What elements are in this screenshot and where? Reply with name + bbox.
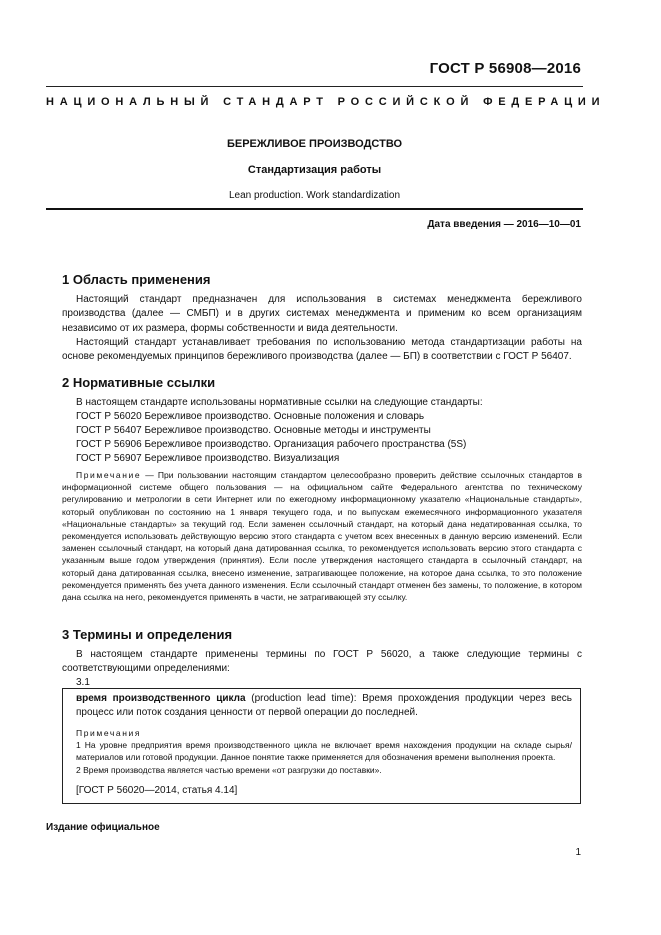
official-edition-label: Издание официальное <box>46 822 160 833</box>
section-1-paragraph-1: Настоящий стандарт предназначен для использования в системах менеджмента бережливого производства (далее — СМБП) и в других системах менеджмента и применим ко всем организациям независимо от их размера, формы собственности и вида деятельности. <box>62 294 582 334</box>
normative-reference: ГОСТ Р 56907 Бережливое производство. Визуализация <box>76 453 340 464</box>
term-note-2: 2 Время производства является частью времени «от разгрузки до поставки». <box>76 765 382 775</box>
section-3-intro: В настоящем стандарте применены термины по ГОСТ Р 56020, а также следующие термины с соответствующими определениями: <box>62 649 582 675</box>
term-note-1: 1 На уровне предприятия время производственного цикла не включает время нахождения продукции на складе сырья/материалов или готовой продукции. Данное понятие также применяется для обозначения времени выполнения проекта. <box>76 739 572 762</box>
section-2-intro: В настоящем стандарте использованы нормативные ссылки на следующие стандарты: <box>76 397 483 408</box>
title-divider <box>46 208 583 210</box>
standard-code: ГОСТ Р 56908—2016 <box>429 60 581 77</box>
section-1-heading: 1 Область применения <box>62 272 211 287</box>
document-title: БЕРЕЖЛИВОЕ ПРОИЗВОДСТВО <box>226 138 403 150</box>
section-3-heading: 3 Термины и определения <box>62 627 233 642</box>
introduction-date: Дата введения — 2016—10—01 <box>427 219 581 230</box>
normative-reference: ГОСТ Р 56407 Бережливое производство. Основные методы и инструменты <box>76 425 431 436</box>
section-1-paragraph-2: Настоящий стандарт устанавливает требования по использованию метода стандартизации работы на основе рекомендуемых принципов бережливого производства (далее — БП) в соответствии с ГОСТ Р 56407. <box>62 337 582 363</box>
top-divider <box>46 86 583 87</box>
document-subtitle: Стандартизация работы <box>247 164 382 176</box>
section-2-note <box>62 469 582 603</box>
normative-reference: ГОСТ Р 56020 Бережливое производство. Основные положения и словарь <box>76 411 425 422</box>
note-label: Примечание <box>76 470 142 480</box>
term-definition <box>76 692 572 721</box>
national-standard-banner: НАЦИОНАЛЬНЫЙ СТАНДАРТ РОССИЙСКОЙ ФЕДЕРАЦИИ <box>46 96 606 108</box>
document-title-english: Lean production. Work standardization <box>228 190 401 201</box>
page-number: 1 <box>575 847 581 858</box>
term-definition-box <box>62 688 581 804</box>
section-2-heading: 2 Нормативные ссылки <box>62 375 216 390</box>
term-number: 3.1 <box>76 677 90 688</box>
term-source: [ГОСТ Р 56020—2014, статья 4.14] <box>76 785 238 797</box>
note-text: — При пользовании настоящим стандартом целесообразно проверить действие ссылочных стандартов в информационной системе общего пользования — на официальном сайте Федерального агентства по техническому регулированию и метрологии в сети Интернет или по ежегодному информационному указателю «Национальные стандарты», который опубликован по состоянию на 1 января текущего года, и по выпускам ежемесячного информационного указателя «Национальные стандарты» за текущий год. Если заменен ссылочный стандарт, на который дана недатированная ссылка, то рекомендуется использовать действующую версию этого стандарта с учетом всех внесенных в данную версию изменений. Если заменен ссылочный стандарт, на который дана датированная ссылка, то рекомендуется использовать версию этого стандарта с указанным выше годом утверждения (принятия). Если после утверждения настоящего стандарта в ссылочный стандарт, на который дана датированная ссылка, внесено изменение, затрагивающее положение, на которое дана ссылка, то это положение рекомендуется применять без учета данного изменения. Если ссылочный стандарт отменен без замены, то положение, в котором дана ссылка на него, рекомендуется применять в части, не затрагивающей эту ссылку. <box>62 470 582 603</box>
normative-reference: ГОСТ Р 56906 Бережливое производство. Организация рабочего пространства (5S) <box>76 439 467 450</box>
term-notes-heading: Примечания <box>76 727 142 738</box>
term-definition-text: (production lead time): Время прохождения продукции через весь процесс или поток создания ценности от первой операции до последней. <box>76 693 573 719</box>
term-name: время производственного цикла <box>76 693 246 704</box>
